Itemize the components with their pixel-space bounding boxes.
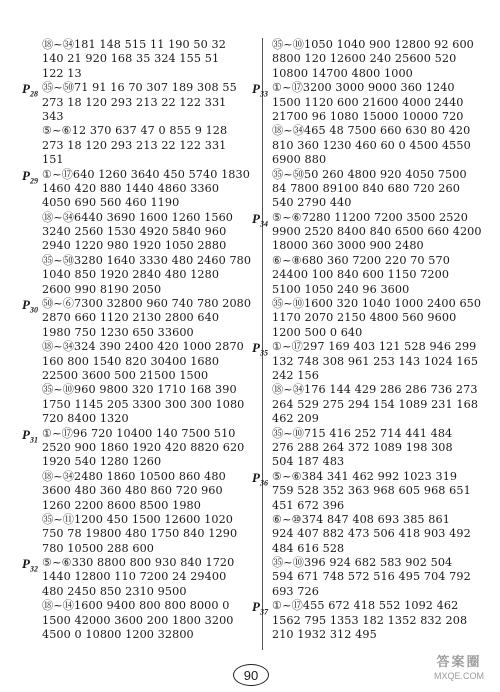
answer-line: 4050 690 560 460 1190: [42, 196, 180, 210]
answer-line: ⑱~㉞181 148 515 11 190 50 32: [42, 38, 226, 51]
answer-line: 4500 0 10800 1200 32800: [42, 628, 194, 642]
answer-section: [252, 469, 492, 600]
answer-line: 810 360 1230 460 60 0 4500 4550: [272, 138, 471, 152]
answer-section: [252, 340, 492, 470]
page-ref-number: 33: [259, 89, 268, 99]
answer-line: 24400 100 840 600 1150 7200: [272, 268, 450, 282]
answer-line: 210 1932 312 495: [272, 628, 377, 642]
answer-section: [252, 81, 492, 211]
answer-section: [22, 426, 262, 557]
answer-line: 84 7800 89100 840 680 720 260: [272, 181, 460, 195]
answer-line: ㉟~㊿50 260 4800 920 4050 7500: [272, 167, 467, 181]
answer-line: ①~⑰96 720 10400 140 7500 510: [42, 426, 236, 440]
page-ref-number: 37: [259, 607, 268, 617]
answer-line: ⑱~㉞176 144 429 286 286 736 273: [272, 383, 478, 397]
answer-line: 1750 1145 205 3300 300 300 1080: [42, 397, 245, 411]
answer-line: 2520 900 1860 1920 420 8820 620: [42, 440, 245, 454]
answer-line: 122 13: [42, 66, 82, 80]
watermark-logo-text: 答案圈: [436, 654, 482, 669]
answer-line: 1200 500 0 640: [272, 325, 363, 339]
page-number: [233, 664, 269, 686]
answer-line: 1460 420 880 1440 4860 3360: [42, 181, 220, 195]
page-ref-label: $P_{34}$: [252, 210, 268, 229]
answer-line: 759 528 352 363 968 605 968 651: [272, 484, 471, 498]
answer-line: 132 748 308 961 253 143 1024 165: [272, 354, 479, 368]
answer-line: 750 78 19800 480 1750 840 1290: [42, 527, 238, 541]
answer-line: ㉟~⑩1600 320 1040 1000 2400 650: [272, 297, 482, 311]
answer-line: 1170 2070 2150 4800 560 9600: [272, 311, 457, 325]
watermark-logo: [424, 654, 494, 688]
answer-line: ⑱~㉞465 48 7500 660 630 80 420: [272, 124, 471, 138]
answer-line: ①~⑰640 1260 3640 450 5740 1830: [42, 167, 250, 181]
page-ref-number: 29: [29, 176, 38, 186]
page-ref-label: $P_{30}$: [22, 297, 38, 315]
answer-line: ⑤~⑥330 8800 800 930 840 1720: [42, 556, 235, 570]
answer-line: 22500 3600 500 21500 1500: [42, 368, 209, 382]
answer-line: ㉟~⑩396 924 682 583 902 504: [272, 556, 453, 570]
answer-section: [272, 38, 492, 81]
answer-line: 1260 2200 8600 8500 1980: [42, 498, 201, 512]
answer-line: 1920 540 1280 1260: [42, 455, 162, 469]
answer-line: ⑱~㉞2480 1860 10500 860 480: [42, 469, 226, 483]
answer-line: 160 800 1540 820 30400 1680: [42, 354, 220, 368]
answer-line: ⑱~㉞6440 3690 1600 1260 1560: [42, 210, 234, 224]
answer-line: ⑤~⑥12 370 637 47 0 855 9 128: [42, 124, 228, 138]
answer-section: [22, 81, 262, 167]
answer-line: 151: [42, 153, 64, 167]
answer-line: 720 8400 1320: [42, 412, 129, 426]
answer-line: 484 616 528: [272, 541, 345, 555]
answer-line: 9900 2520 8400 840 6500 660 4200: [272, 225, 482, 239]
answer-line: 1440 12800 110 7200 24 29400: [42, 570, 227, 584]
answer-line: 1500 1120 600 21600 4000 2440: [272, 95, 464, 109]
page-ref-number: 32: [29, 564, 38, 574]
answer-line: 6900 880: [272, 153, 327, 167]
page-ref-number: 34: [259, 219, 268, 229]
page-ref-number: 31: [29, 435, 38, 445]
answer-line: 1500 42000 3600 200 1800 3200: [42, 613, 234, 627]
answer-line: 21700 96 1080 15000 10000 720: [272, 109, 464, 123]
answer-line: ㉟~⑩715 416 252 714 441 484: [272, 426, 453, 440]
answer-line: ㉟~⑪1200 450 1500 12600 1020: [42, 512, 234, 526]
answer-line: 140 21 920 168 35 324 155 51: [42, 52, 220, 66]
answer-line: 8800 120 12600 240 25600 520: [272, 52, 457, 66]
answer-line: ㊿~⑥7300 32800 960 740 780 2080: [42, 297, 252, 311]
page-number-text: 90: [243, 667, 259, 683]
answer-section: [22, 556, 262, 642]
page-ref-label: $P_{37}$: [252, 599, 268, 617]
answer-line: 1040 850 1920 2840 480 1280: [42, 268, 220, 282]
answer-line: ⑥~⑧680 360 7200 220 70 570: [272, 253, 450, 267]
answer-line: 2600 990 8190 2050: [42, 282, 162, 296]
page-ref-number: 28: [29, 89, 38, 99]
answer-line: 10800 14700 4800 1000: [272, 66, 413, 80]
answer-line: 3600 480 360 480 860 720 960: [42, 484, 223, 498]
answer-line: ⑥~⑩374 847 408 693 385 861: [272, 512, 450, 526]
page-ref-number: 30: [29, 305, 38, 315]
answer-line: 462 209: [272, 412, 319, 426]
answer-line: ㉟~⑩1050 1040 900 12800 92 600: [272, 38, 474, 51]
answer-line: ①~⑰3200 3000 9000 360 1240: [272, 81, 455, 95]
answer-line: ⑤~⑥7280 11200 7200 3500 2520: [272, 210, 468, 224]
answer-line: 451 672 396: [272, 498, 345, 512]
answer-section: [42, 38, 262, 81]
page-ref-label: $P_{32}$: [22, 556, 38, 574]
answer-line: ㉟~⑩960 9800 320 1710 168 390: [42, 383, 237, 397]
page-ref-number: 35: [259, 348, 268, 358]
answer-line: 2940 1220 980 1920 1050 2880: [42, 239, 227, 253]
answer-line: 504 187 483: [272, 455, 345, 469]
answer-line: 276 288 264 372 1089 198 308: [272, 440, 453, 454]
answer-line: 1980 750 1230 650 33600: [42, 325, 194, 339]
right-column: [252, 38, 492, 642]
answer-line: 780 10500 288 600: [42, 541, 155, 555]
left-column: [22, 38, 262, 642]
answer-section: [22, 297, 262, 427]
answer-line: 2870 660 1120 2130 2800 640: [42, 311, 220, 325]
answer-line: ㉟~㊿3280 1640 3330 480 2460 780: [42, 253, 252, 267]
answer-line: 242 156: [272, 368, 319, 382]
answer-line: 3240 2560 1530 4920 5840 960: [42, 225, 227, 239]
answer-line: 264 529 275 294 154 1089 231 168: [272, 397, 479, 411]
answer-line: ㉟~㊿71 91 16 70 307 189 308 55: [42, 81, 237, 95]
page-ref-number: 36: [259, 478, 268, 488]
watermark-url: MXQE.COM: [433, 671, 484, 681]
answer-section: [252, 599, 492, 642]
answer-line: 343: [42, 109, 64, 123]
answer-line: ⑱~⑭1600 9400 800 800 8000 0: [42, 599, 230, 613]
page-ref-label: $P_{33}$: [252, 81, 268, 99]
answer-line: ①~⑰455 672 418 552 1092 462: [272, 599, 459, 613]
page-ref-label: $P_{31}$: [22, 426, 38, 445]
answer-line: 5100 1050 240 96 3600: [272, 282, 410, 296]
answer-line: 480 2450 850 2310 9500: [42, 584, 187, 598]
answer-line: ⑤~⑥384 341 462 992 1023 319: [272, 469, 458, 483]
answer-line: 18000 360 3000 900 2480: [272, 239, 424, 253]
answer-line: 1562 795 1353 182 1352 832 208: [272, 613, 468, 627]
answer-line: 273 18 120 293 213 22 122 331: [42, 95, 227, 109]
answer-line: 540 2790 440: [272, 196, 352, 210]
answer-line: 594 671 748 572 516 495 704 792: [272, 570, 471, 584]
answer-line: 693 726: [272, 584, 319, 598]
page-ref-label: $P_{35}$: [252, 340, 268, 358]
page-ref-label: $P_{29}$: [22, 167, 38, 186]
answer-section: [22, 167, 262, 298]
answer-line: ①~⑰297 169 403 121 528 946 299: [272, 340, 477, 354]
page-ref-label: $P_{36}$: [252, 469, 268, 488]
answer-section: [252, 210, 492, 341]
answer-line: 273 18 120 293 213 22 122 331: [42, 138, 227, 152]
answer-line: 924 407 882 473 506 418 903 492: [272, 527, 471, 541]
page-ref-label: $P_{28}$: [22, 81, 38, 99]
answer-line: ⑱~㉞324 390 2400 420 1000 2870: [42, 340, 244, 354]
